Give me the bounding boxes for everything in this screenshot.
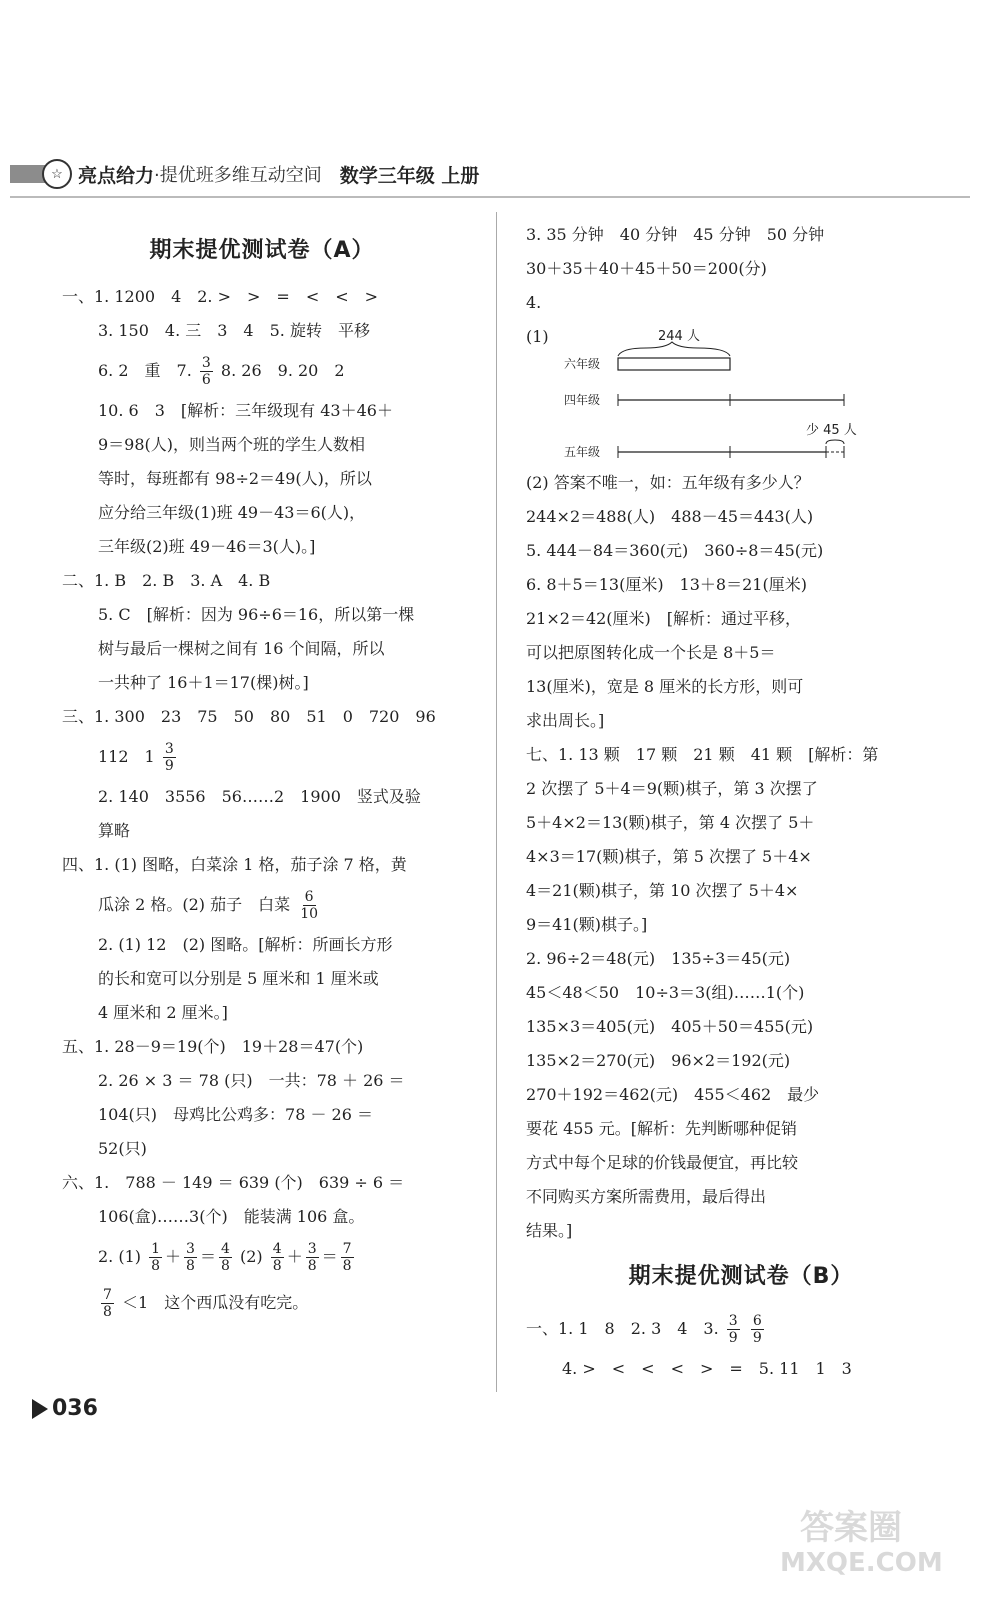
page-footer: [32, 1396, 98, 1421]
test-b-title: 期末提优测试卷（B）: [628, 1264, 854, 1289]
answer-line: 三年级(2)班 49－46＝3(人)。]: [98, 537, 316, 556]
fraction: $\frac{3}{9}$: [164, 741, 174, 774]
sixth-grade-bar: [618, 358, 730, 370]
answer-line: 106(盒)……3(个) 能装满 106 盒。: [98, 1207, 365, 1226]
right-column: [526, 218, 956, 1386]
answer-line: 21×2＝42(厘米) [解析：通过平移，: [526, 609, 802, 628]
answer-line: 6. 8＋5＝13(厘米) 13＋8＝21(厘米): [526, 575, 807, 594]
answer-line: 4 厘米和 2 厘米。]: [98, 1003, 228, 1022]
answer-line: 30＋35＋40＋45＋50＝200(分): [526, 259, 767, 278]
header-divider: [10, 196, 970, 198]
answer-line: 方式中每个足球的价钱最便宜，再比较: [526, 1153, 799, 1172]
answer-line: 270＋192＝462(元) 455＜462 最少: [526, 1085, 820, 1104]
answer-line: 六、1. 788 － 149 ＝ 639 (个) 639 ÷ 6 ＝: [62, 1173, 405, 1192]
column-divider: [496, 212, 497, 1392]
page-header: [10, 158, 479, 190]
answer-line: $\frac{7}{8}$ ＜1 这个西瓜没有吃完。: [103, 1287, 309, 1320]
answer-line: 树与最后一棵树之间有 16 个间隔，所以: [98, 639, 385, 658]
answer-line: 4＝21(颗)棋子，第 10 次摆了 5＋4×: [526, 881, 799, 900]
fraction: $\frac{3}{8}$: [186, 1241, 195, 1274]
answer-line: 135×3＝405(元) 405＋50＝455(元): [526, 1017, 814, 1036]
answer-line: 求出周长。]: [526, 711, 605, 730]
answer-line: 5. 444－84＝360(元) 360÷8＝45(元): [526, 541, 824, 560]
answer-line: 3. 150 4. 三 3 4 5. 旋转 平移: [98, 321, 370, 340]
answer-line: 4. > < < < > = 5. 11 1 3: [562, 1359, 852, 1378]
line-segment-diagram: [526, 329, 956, 466]
answer-line: 三、1. 300 23 75 50 80 51 0 720 96: [62, 707, 436, 726]
watermark-url: MXQE.COM: [780, 1548, 943, 1578]
label-sixth-grade: 六年级: [564, 357, 601, 371]
label-fifth-grade: 五年级: [564, 445, 601, 459]
answer-line: 应分给三年级(1)班 49－43＝6(人)，: [98, 503, 366, 522]
answer-line: 135×2＝270(元) 96×2＝192(元): [526, 1051, 791, 1070]
fraction: $\frac{3}{8}$: [307, 1241, 317, 1274]
answer-line: 2. 140 3556 56……2 1900 竖式及验: [98, 787, 421, 806]
fraction: $\frac{4}{8}$: [272, 1241, 282, 1274]
answer-line: 4.: [526, 293, 542, 312]
left-column: [62, 222, 462, 1326]
brand-logo-icon: ☆: [42, 159, 72, 189]
subject-title: 数学三年级 上册: [339, 164, 480, 187]
page-number: 036: [52, 1396, 98, 1421]
answer-line: 4×3＝17(颗)棋子，第 5 次摆了 5＋4×: [526, 847, 812, 866]
answer-line: (1): [526, 327, 549, 346]
brand-name: 亮点给力: [78, 164, 155, 187]
answer-line: 9＝41(颗)棋子。]: [526, 915, 648, 934]
answer-line: 104(只) 母鸡比公鸡多：78 － 26 ＝: [98, 1105, 374, 1124]
answer-line: 可以把原图转化成一个长是 8＋5＝: [526, 643, 776, 662]
answer-line: 5. C [解析：因为 96÷6＝16，所以第一棵: [98, 605, 415, 624]
answer-line: 要花 455 元。[解析：先判断哪种促销: [526, 1119, 797, 1138]
answer-line: 的长和宽可以分别是 5 厘米和 1 厘米或: [98, 969, 379, 988]
fraction: $\frac{1}{8}$: [151, 1241, 161, 1274]
answer-line: 等时，每班都有 98÷2＝49(人)，所以: [98, 469, 372, 488]
fraction: $\frac{3}{9}$: [728, 1313, 738, 1346]
answer-line: 13(厘米)，宽是 8 厘米的长方形，则可: [526, 677, 804, 696]
answer-line: 2. (1) 12 (2) 图略。[解析：所画长方形: [98, 935, 393, 954]
answer-line: 244×2＝488(人) 488－45＝443(人): [526, 507, 814, 526]
answer-line: 45＜48＜50 10÷3＝3(组)……1(个): [526, 983, 805, 1002]
answer-line: 四、1. (1) 图略，白菜涂 1 格，茄子涂 7 格，黄: [62, 855, 407, 874]
label-less-45: 少 45 人: [806, 423, 857, 438]
answer-line: (2) 答案不唯一，如：五年级有多少人？: [526, 473, 810, 492]
fraction: $\frac{3}{6}$: [201, 355, 211, 388]
label-fourth-grade: 四年级: [564, 393, 601, 407]
fraction: $\frac{4}{8}$: [220, 1241, 230, 1274]
label-244: 244 人: [658, 329, 700, 344]
answer-line: 112 1 $\frac{3}{9}$: [98, 741, 174, 774]
watermark-logo: 答案圈: [800, 1508, 902, 1548]
answer-line: 一共种了 16＋1＝17(棵)树。]: [98, 673, 309, 692]
answer-line: 10. 6 3 [解析：三年级现有 43＋46＋: [98, 401, 393, 420]
answer-line: 结果。]: [526, 1221, 573, 1240]
fraction: $\frac{7}{8}$: [103, 1287, 112, 1320]
answer-line: 不同购买方案所需费用，最后得出: [526, 1187, 767, 1206]
answer-line: 9＝98(人)，则当两个班的学生人数相: [98, 435, 366, 454]
answer-line: 5＋4×2＝13(颗)棋子，第 4 次摆了 5＋: [526, 813, 815, 832]
answer-line: 2. 26 × 3 ＝ 78 (只) 一共：78 ＋ 26 ＝: [98, 1071, 405, 1090]
answer-line: 瓜涂 2 格。(2) 茄子 白菜 $\frac{6}{10}$: [98, 889, 319, 922]
answer-line: 6. 2 重 7. $\frac{3}{6}$ 8. 26 9. 20 2: [98, 355, 345, 388]
answer-line: 一、1. 1 8 2. 3 4 3. $\frac{3}{9}$ $\frac{6}{9}$: [526, 1313, 762, 1346]
header-bar: [10, 165, 46, 183]
answer-line: 一、1. 1200 4 2. > > = < < >: [62, 287, 379, 306]
answer-line: 2 次摆了 5＋4＝9(颗)棋子，第 3 次摆了: [526, 779, 818, 798]
brand-subtitle: ·提优班多维互动空间: [154, 165, 322, 186]
test-a-title: 期末提优测试卷（A）: [149, 238, 375, 263]
answer-line: 五、1. 28－9＝19(个) 19＋28＝47(个): [62, 1037, 364, 1056]
answer-line: 3. 35 分钟 40 分钟 45 分钟 50 分钟: [526, 225, 825, 244]
answer-line: 52(只): [98, 1139, 147, 1158]
answer-line: 七、1. 13 颗 17 颗 21 颗 41 颗 [解析：第: [526, 745, 879, 764]
fraction: $\frac{7}{8}$: [342, 1241, 352, 1274]
answer-line: 算略: [98, 821, 131, 840]
answer-line: 二、1. B 2. B 3. A 4. B: [62, 571, 271, 590]
answer-line: 2. 96÷2＝48(元) 135÷3＝45(元): [526, 949, 791, 968]
answer-line: 2. (1) $\frac{1}{8}$ ＋ $\frac{3}{8}$ ＝ $\frac{4}{8}$ (2) $\frac{4}{8}$ ＋ $\frac{3}{8}$ ＝ $\frac{7}{8}$: [98, 1241, 352, 1274]
fraction: $\frac{6}{10}$: [300, 889, 319, 922]
fraction: $\frac{6}{9}$: [752, 1313, 762, 1346]
page-arrow-icon: [32, 1399, 48, 1419]
